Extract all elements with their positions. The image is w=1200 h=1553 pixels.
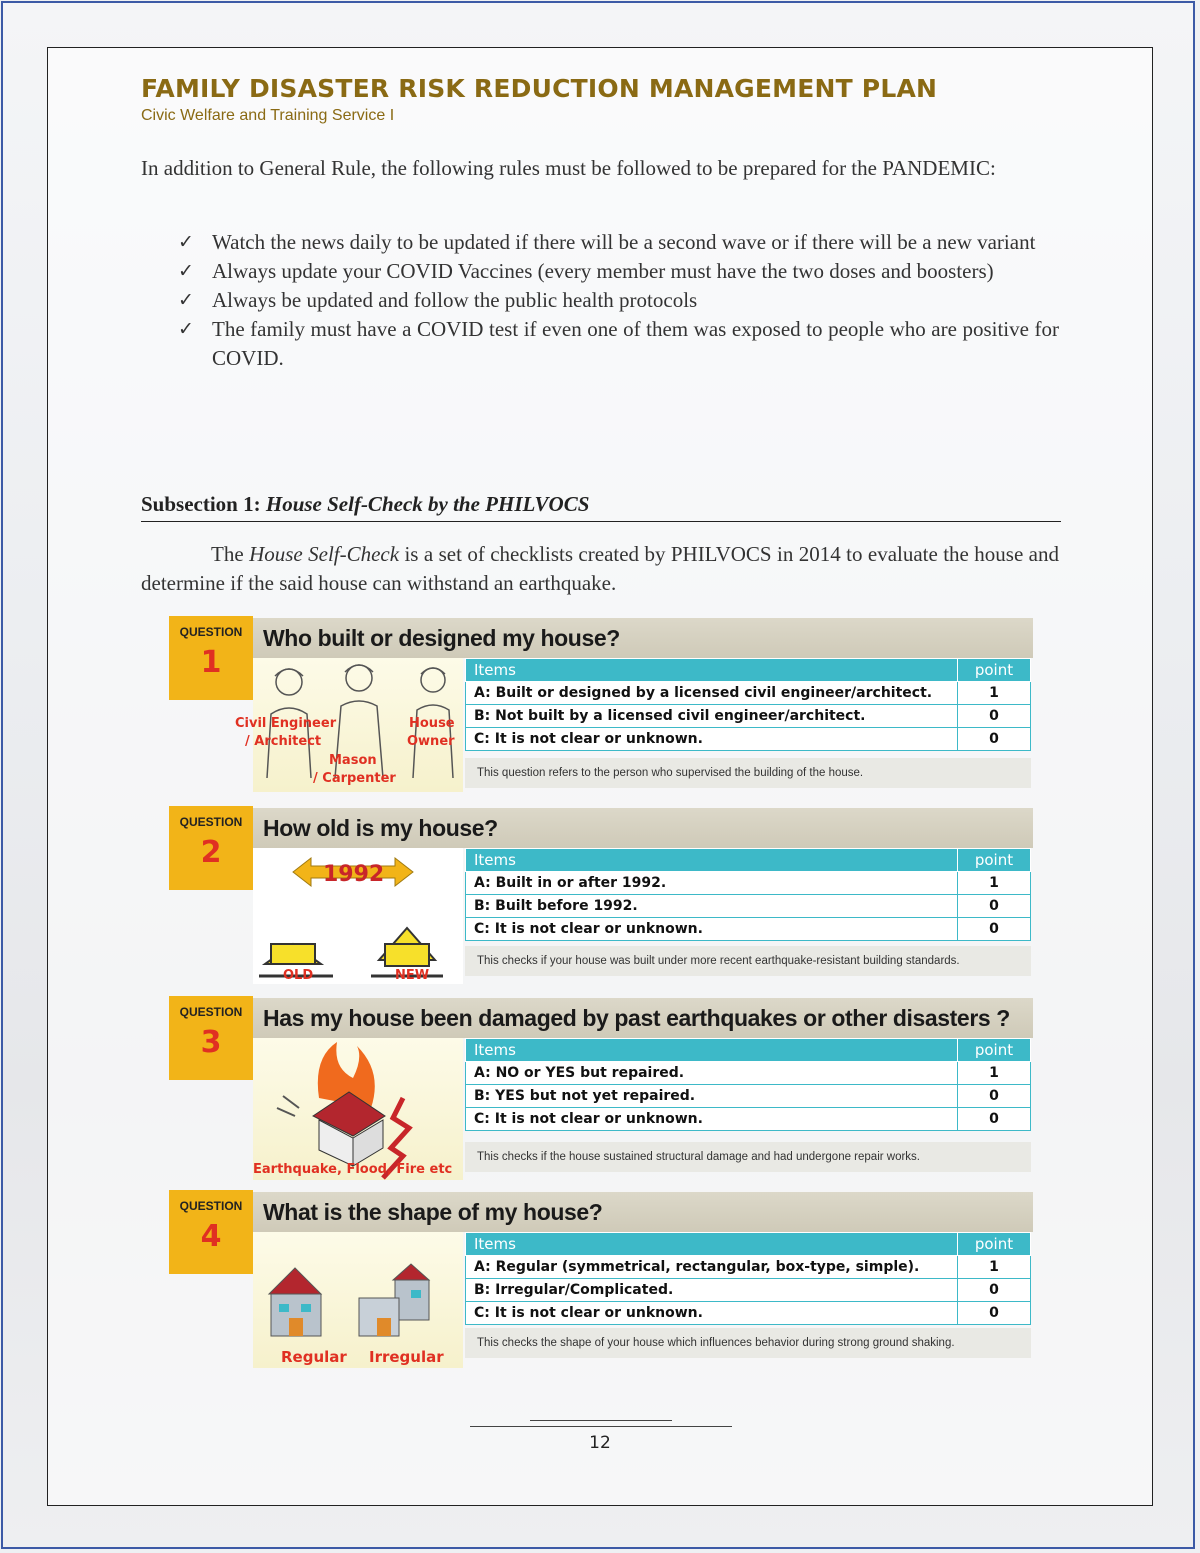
table-row <box>466 1256 1031 1279</box>
point-cell: 0 <box>958 1279 1031 1302</box>
item-cell: B: YES but not yet repaired. <box>466 1085 958 1108</box>
rule-text: The family must have a COVID test if even one of them was exposed to people who are positive for COVID. <box>212 317 1059 370</box>
caption: / Carpenter <box>313 771 396 786</box>
question-title-bar <box>253 998 1033 1038</box>
pandemic-rules-list <box>178 228 1059 373</box>
house-age-illustration <box>253 848 463 984</box>
point-cell: 1 <box>958 682 1031 705</box>
point-cell: 1 <box>958 1256 1031 1279</box>
question-number: 1 <box>200 645 222 680</box>
caption: House <box>409 716 455 731</box>
check-icon: ✓ <box>178 231 194 253</box>
question-badge <box>169 1190 253 1274</box>
item-cell: A: NO or YES but repaired. <box>466 1062 958 1085</box>
caption: NEW <box>395 968 430 983</box>
question-label: QUESTION <box>179 815 243 829</box>
item-cell: B: Built before 1992. <box>466 895 958 918</box>
question-title-bar <box>253 808 1033 848</box>
question-badge <box>169 996 253 1080</box>
para-text: The <box>211 542 250 566</box>
caption: Earthquake, Flood, Fire etc <box>253 1162 453 1177</box>
question-card-2 <box>169 806 1033 986</box>
rule-text: Always update your COVID Vaccines (every member must have the two doses and boosters) <box>212 259 994 283</box>
subsection-heading <box>141 492 1061 522</box>
caption: Irregular <box>369 1348 444 1366</box>
point-cell: 0 <box>958 728 1031 751</box>
check-icon: ✓ <box>178 318 194 340</box>
point-cell: 1 <box>958 872 1031 895</box>
item-cell: C: It is not clear or unknown. <box>466 918 958 941</box>
point-cell: 0 <box>958 1085 1031 1108</box>
table-row <box>466 1302 1031 1325</box>
year-label: 1992 <box>323 862 385 887</box>
table-row <box>466 895 1031 918</box>
house-shape-illustration <box>253 1232 463 1368</box>
point-cell: 0 <box>958 1108 1031 1131</box>
subsection-title: House Self-Check by the PHILVOCS <box>265 492 590 516</box>
damaged-house-icon <box>253 1038 463 1180</box>
caption: / Architect <box>245 734 322 749</box>
item-cell: C: It is not clear or unknown. <box>466 728 958 751</box>
items-header: Items <box>466 1233 958 1256</box>
question-note: This checks if your house was built under more recent earthquake-resistant building standards. <box>465 946 1031 976</box>
items-header: Items <box>466 849 958 872</box>
table-row <box>466 682 1031 705</box>
question-title-bar <box>253 1192 1033 1232</box>
point-header: point <box>958 849 1031 872</box>
question-badge <box>169 616 253 700</box>
table-row <box>466 1062 1031 1085</box>
item-cell: A: Regular (symmetrical, rectangular, box-type, simple). <box>466 1256 958 1279</box>
question-label: QUESTION <box>179 1005 243 1019</box>
items-header: Items <box>466 1039 958 1062</box>
question-title-bar <box>253 618 1033 658</box>
list-item <box>178 228 1059 257</box>
self-check-paragraph <box>141 540 1059 598</box>
table-row <box>466 872 1031 895</box>
question-note: This checks the shape of your house which influences behavior during strong ground shaking. <box>465 1328 1031 1358</box>
item-cell: B: Not built by a licensed civil engineer/architect. <box>466 705 958 728</box>
para-text: is a set of checklists created by PHILVOCS in 2014 to evaluate the house and determine if the said house can withstand an earthquake. <box>141 542 1059 595</box>
question-label: QUESTION <box>179 625 243 639</box>
question-card-3 <box>169 996 1033 1182</box>
intro-paragraph: In addition to General Rule, the following rules must be followed to be prepared for the PANDEMIC: <box>141 156 996 180</box>
point-cell: 0 <box>958 918 1031 941</box>
list-item <box>178 257 1059 286</box>
builders-illustration <box>235 658 463 792</box>
item-cell: C: It is not clear or unknown. <box>466 1108 958 1131</box>
item-cell: B: Irregular/Complicated. <box>466 1279 958 1302</box>
question-number: 4 <box>200 1219 222 1254</box>
rule-text: Always be updated and follow the public health protocols <box>212 288 698 312</box>
question-note: This checks if the house sustained structural damage and had undergone repair works. <box>465 1142 1031 1172</box>
point-header: point <box>958 1233 1031 1256</box>
table-row <box>466 705 1031 728</box>
disaster-illustration <box>253 1038 463 1180</box>
document-title: FAMILY DISASTER RISK REDUCTION MANAGEMENT PLAN <box>141 74 938 103</box>
question-card-4 <box>169 1190 1033 1370</box>
table-row <box>466 1279 1031 1302</box>
question-title: Has my house been damaged by past earthquakes or other disasters ? <box>263 1005 1010 1031</box>
table-row <box>466 728 1031 751</box>
point-cell: 0 <box>958 705 1031 728</box>
table-row <box>466 918 1031 941</box>
item-cell: C: It is not clear or unknown. <box>466 1302 958 1325</box>
question-number: 2 <box>200 835 222 870</box>
points-table <box>465 1038 1031 1131</box>
caption: Mason <box>329 753 377 768</box>
caption: Owner <box>407 734 455 749</box>
point-header: point <box>958 1039 1031 1062</box>
caption: Regular <box>281 1348 347 1366</box>
points-table <box>465 848 1031 941</box>
check-icon: ✓ <box>178 289 194 311</box>
points-table <box>465 1232 1031 1325</box>
subsection-prefix: Subsection 1: <box>141 492 266 516</box>
document-subtitle: Civic Welfare and Training Service I <box>141 107 395 124</box>
question-label: QUESTION <box>179 1199 243 1213</box>
question-title: How old is my house? <box>263 815 498 841</box>
points-table <box>465 658 1031 751</box>
check-icon: ✓ <box>178 260 194 282</box>
question-note: This question refers to the person who supervised the building of the house. <box>465 758 1031 788</box>
item-cell: A: Built in or after 1992. <box>466 872 958 895</box>
point-header: point <box>958 659 1031 682</box>
question-title: What is the shape of my house? <box>263 1199 603 1225</box>
table-row <box>466 1085 1031 1108</box>
question-number: 3 <box>200 1025 222 1060</box>
items-header: Items <box>466 659 958 682</box>
table-row <box>466 1108 1031 1131</box>
list-item <box>178 286 1059 315</box>
point-cell: 0 <box>958 895 1031 918</box>
point-cell: 1 <box>958 1062 1031 1085</box>
question-badge <box>169 806 253 890</box>
caption: Civil Engineer <box>235 716 337 731</box>
question-title: Who built or designed my house? <box>263 625 620 651</box>
list-item <box>178 315 1059 373</box>
rule-text: Watch the news daily to be updated if there will be a second wave or if there will be a new variant <box>212 230 1036 254</box>
para-emphasis: House Self-Check <box>249 542 400 566</box>
point-cell: 0 <box>958 1302 1031 1325</box>
item-cell: A: Built or designed by a licensed civil engineer/architect. <box>466 682 958 705</box>
page-number: 12 <box>589 1433 611 1453</box>
caption: OLD <box>283 968 314 983</box>
question-card-1 <box>169 616 1033 794</box>
